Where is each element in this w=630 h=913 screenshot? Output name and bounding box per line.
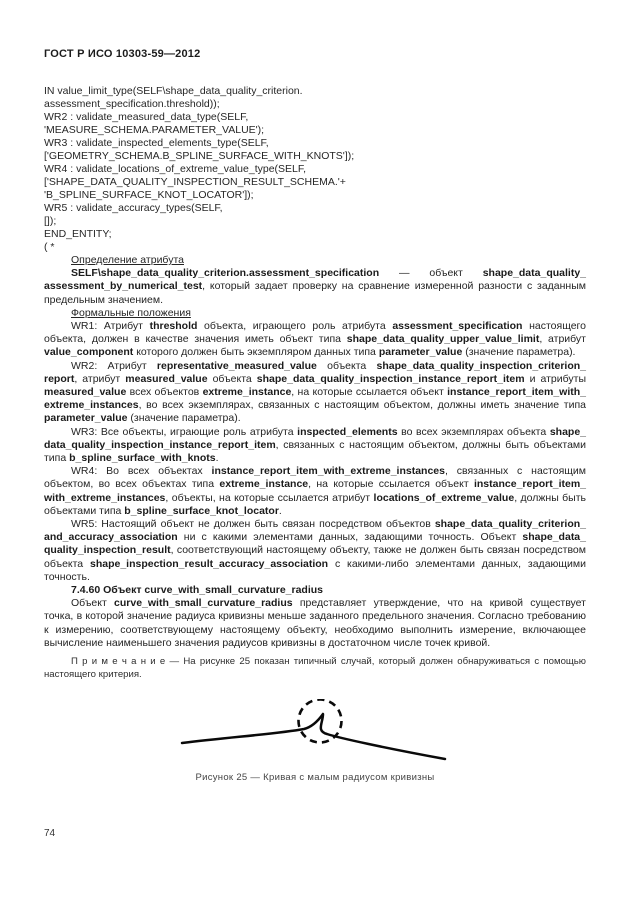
wr5-paragraph: WR5: Настоящий объект не должен быть связан посредством объектов shape_​data_​quality_​criterion_​and_​accuracy_​association ни с какими элементами данных, задающими точность. Объект shape_​data_​quality_​inspection_​result, соответствующий настоящему объекту, также не должен быть связан посредством объекта shape_​inspection_​result_​accuracy_​association с какими-либо элементами данных, задающими точность.: [44, 518, 586, 583]
wr1-paragraph: WR1: Атрибут threshold объекта, играющего роль атрибута assessment_​specification настоящего объекта, должен в качестве значения иметь объект типа shape_​data_​quality_​upper_​value_​limit, атрибут value_​component которого должен быть экземпляром данных типа parameter_​value (значение параметра).: [44, 320, 586, 359]
express-code-block: [44, 85, 586, 254]
small-curvature-radius-curve-figure: [45, 699, 585, 763]
curve-object-paragraph: Объект curve_​with_​small_​curvature_​radius представляет утверждение, что на кривой существует точка, в которой значение радиуса кривизны меньше заданного предельного значения. Согласно требованию к измерению, соответствующему настоящему объекту, необходимо выполнить измерение, включающее вычисление наименьшего значения радиусов кривизны в достаточном числе точек кривой.: [44, 597, 586, 649]
code-line: 'MEASURE_SCHEMA.PARAMETER_VALUE');: [44, 124, 265, 136]
code-line: END_ENTITY;: [44, 228, 112, 240]
figure-25: [44, 699, 586, 783]
code-line: ['SHAPE_DATA_QUALITY_INSPECTION_RESULT_SCHEMA.'+: [44, 176, 346, 188]
attribute-definition-heading: Определение атрибута: [71, 254, 184, 266]
page-number: 74: [44, 828, 56, 839]
curve-with-spike: [182, 714, 445, 759]
note-paragraph: П р и м е ч а н и е — На рисунке 25 показан типичный случай, который должен обнаруживаться с помощью настоящего критерия.: [44, 656, 586, 680]
formal-propositions-heading: Формальные положения: [71, 306, 191, 319]
document-header: ГОСТ Р ИСО 10303-59—2012: [44, 48, 201, 60]
code-line: []);: [44, 215, 57, 227]
attribute-definition-paragraph: SELF\shape_​data_​quality_​criterion.assessment_​specification — объект shape_​data_​quality_​assessment_​by_​numerical_​test, который задает проверку на сравнение измеренной разности с заданным предельным значением.: [44, 267, 586, 306]
code-line: IN value_limit_type(SELF\shape_data_quality_criterion.: [44, 85, 303, 97]
code-line: WR4 : validate_locations_of_extreme_value_type(SELF,: [44, 163, 307, 175]
section-7-4-60-heading: 7.4.60 Объект curve_​with_​small_​curvature_​radius: [71, 584, 324, 597]
code-line: ( *: [44, 241, 55, 253]
code-line: WR3 : validate_inspected_elements_type(SELF,: [44, 137, 269, 149]
wr3-paragraph: WR3: Все объекты, играющие роль атрибута inspected_​elements во всех экземплярах объекта shape_​data_​quality_​inspection_​instance_​report_​item, связанных с настоящим объектом, должны быть объектами типа b_​spline_​surface_​with_​knots.: [44, 425, 586, 465]
code-line: ['GEOMETRY_SCHEMA.B_SPLINE_SURFACE_WITH_KNOTS']);: [44, 150, 355, 162]
code-line: WR5 : validate_accuracy_types(SELF,: [44, 202, 223, 214]
code-line: assessment_specification.threshold));: [44, 98, 220, 110]
code-line: WR2 : validate_measured_data_type(SELF,: [44, 111, 249, 123]
wr4-paragraph: WR4: Во всех объектах instance_​report_​item_​with_​extreme_​instances, связанных с настоящим объектом, во всех объектах типа extreme_​instance, на которые ссылается объект instance_​report_​item_​with_​extreme_​instances, объекты, на которые ссылается атрибут locations_​of_​extreme_​value, должны быть объектами типа b_​spline_​surface_​knot_​locator.: [44, 465, 587, 517]
body-text: [44, 254, 586, 682]
figure-caption: Рисунок 25 — Кривая с малым радиусом кривизны: [195, 771, 435, 783]
wr2-paragraph: WR2: Атрибут representative_​measured_​value объекта shape_​data_​quality_​inspection_​criterion_​report, атрибут measured_​value объекта shape_​data_​quality_​inspection_​instance_​report_​item и атрибуты measured_​value всех объектов extreme_​instance, на которые ссылается объект instance_​report_​item_​with_​extreme_​instances, во всех экземплярах, связанных с настоящим объектом, должны иметь значение типа parameter_​value (значение параметра).: [44, 359, 587, 425]
code-line: 'B_SPLINE_SURFACE_KNOT_LOCATOR']);: [44, 189, 254, 201]
